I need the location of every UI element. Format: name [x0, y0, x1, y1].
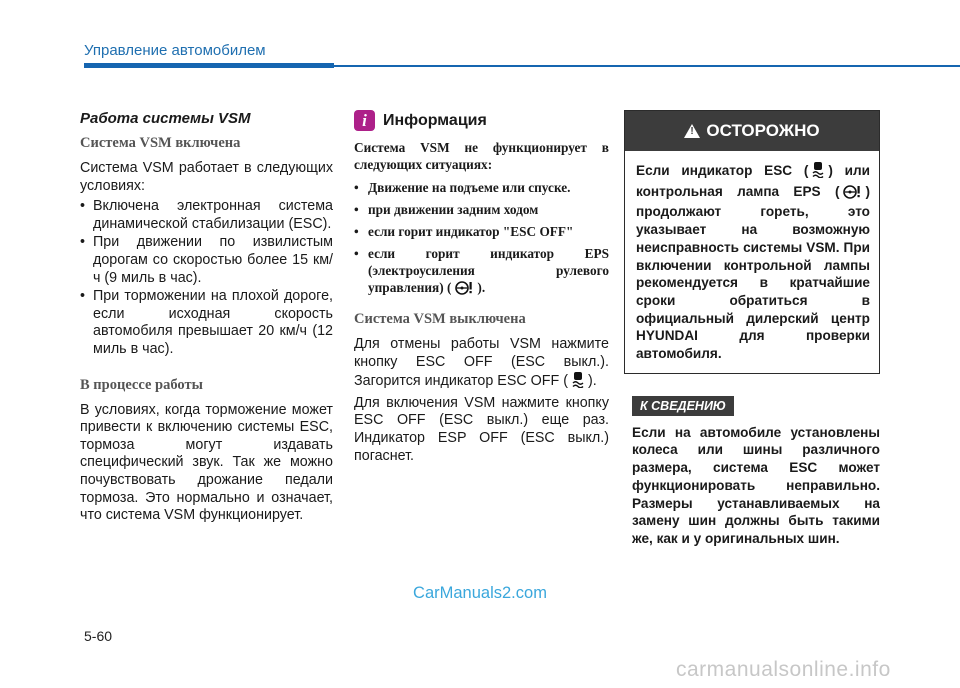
note-text: Если на автомобиле установлены колеса или шины различного размера, система ESC может функционировать неправильно. Размеры устанавливаемых на замену шин должны быть такими же, как и у оригинальных шин.	[632, 424, 880, 546]
right-column	[624, 110, 880, 548]
esc-skid-car-icon	[811, 161, 825, 183]
list-item: • при движении задним ходом	[354, 201, 609, 218]
list-item: • если горит индикатор "ESC OFF"	[354, 223, 609, 240]
off-text-1-body: Для отмены работы VSM нажмите кнопку ESC OFF (ESC выкл.). Загорится индикатор ESC OFF (	[354, 336, 609, 390]
eps-bullet-text: если горит индикатор EPS (электроусиления рулевого управления) (	[368, 246, 609, 295]
info-icon: i	[354, 110, 375, 131]
watermark-carmanualsonline[interactable]: carmanualsonline.info	[676, 658, 891, 681]
off-text-2: Для включения VSM нажмите кнопку ESC OFF (ESC выкл.) еще раз. Индикатор ESP OFF (ESC выкл.) погаснет.	[354, 394, 609, 464]
list-item: • Включена электронная система динамической стабилизации (ESC).	[80, 198, 333, 233]
header-rule-thin	[334, 65, 960, 67]
page-number: 5-60	[84, 628, 113, 644]
eps-steering-warning-icon	[454, 280, 474, 299]
info-intro: Система VSM не функционирует в следующих ситуациях:	[354, 140, 609, 172]
info-title: Информация	[383, 111, 487, 129]
list-item: • Движение на подъеме или спуске.	[354, 179, 609, 196]
warning-triangle-icon: !	[684, 124, 700, 138]
page-header-title: Управление автомобилем	[84, 42, 266, 59]
process-text: В условиях, когда торможение может привести к включению системы ESC, тормоза могут издавать специфический звук. Так же можно почувствовать дрожание педали тормоза. Это нормально и означает, что система VSM функционирует.	[80, 401, 333, 524]
warning-title: ОСТОРОЖНО	[706, 121, 820, 140]
list-item	[354, 245, 609, 299]
info-header	[354, 110, 609, 131]
off-text-1-end: ).	[588, 373, 597, 390]
subheading-vsm-off: Система VSM выключена	[354, 311, 526, 327]
list-item: • При торможении на плохой дороге, если исходная скорость автомобиля превышает 20 км/ч (12 миль в час).	[80, 288, 333, 358]
off-text-1	[354, 336, 609, 394]
warning-box	[624, 110, 880, 374]
watermark-carmanuals2[interactable]: CarManuals2.com	[413, 584, 547, 602]
subheading-vsm-on: Система VSM включена	[80, 135, 241, 151]
middle-column	[354, 110, 609, 465]
header-rule-thick	[84, 63, 334, 68]
subheading-process: В процессе работы	[80, 376, 203, 393]
left-column	[80, 110, 333, 525]
warning-text-part: ) продолжают гореть, это указывает на возможную неисправность системы VSM. При включении контрольной лампы рекомендуется в кратчайшие сроки обратиться в официальный дилерский центр HYUNDAI для проверки автомобиля.	[636, 183, 870, 362]
warning-text-part: Если индикатор ESC (	[636, 163, 809, 178]
intro-text: Система VSM работает в следующих условиях:	[80, 160, 333, 194]
list-item: • При движении по извилистым дорогам со скоростью более 15 км/ч (9 миль в час).	[80, 234, 333, 287]
section-heading-vsm: Работа системы VSM	[80, 110, 251, 127]
warning-text-part: ) или контрольная лампа EPS (	[636, 163, 870, 199]
warning-header	[625, 111, 879, 151]
warning-text	[625, 151, 879, 373]
eps-steering-warning-icon	[842, 184, 862, 204]
eps-bullet-end: ).	[477, 280, 486, 295]
esc-skid-car-icon	[571, 371, 585, 394]
note-badge: К СВЕДЕНИЮ	[632, 396, 734, 416]
